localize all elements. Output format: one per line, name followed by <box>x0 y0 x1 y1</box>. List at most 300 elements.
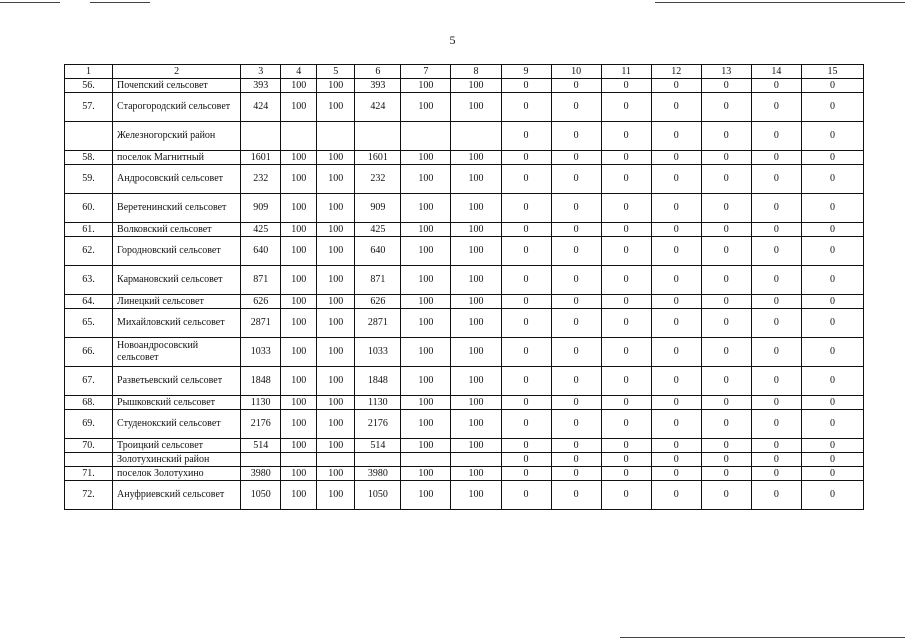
name-cell: Троицкий сельсовет <box>113 439 241 453</box>
value-cell: 100 <box>317 467 355 481</box>
value-cell: 0 <box>701 237 751 266</box>
column-header: 4 <box>281 65 317 79</box>
value-cell: 100 <box>281 410 317 439</box>
value-cell: 0 <box>601 194 651 223</box>
value-cell: 100 <box>317 295 355 309</box>
value-cell: 0 <box>801 151 863 165</box>
name-cell: Рышковский сельсовет <box>113 396 241 410</box>
row-number-cell: 58. <box>65 151 113 165</box>
value-cell: 0 <box>551 338 601 367</box>
value-cell: 0 <box>801 410 863 439</box>
value-cell: 0 <box>601 481 651 510</box>
value-cell: 0 <box>801 122 863 151</box>
name-cell: Кармановский сельсовет <box>113 266 241 295</box>
value-cell: 909 <box>241 194 281 223</box>
value-cell: 0 <box>801 453 863 467</box>
value-cell: 0 <box>551 367 601 396</box>
table-row <box>65 338 864 367</box>
value-cell: 100 <box>317 396 355 410</box>
value-cell: 0 <box>501 467 551 481</box>
value-cell: 100 <box>317 309 355 338</box>
value-cell: 100 <box>281 367 317 396</box>
value-cell: 0 <box>701 367 751 396</box>
column-header: 10 <box>551 65 601 79</box>
value-cell: 100 <box>281 79 317 93</box>
value-cell: 100 <box>281 237 317 266</box>
value-cell: 0 <box>701 165 751 194</box>
value-cell: 0 <box>601 165 651 194</box>
value-cell: 0 <box>801 165 863 194</box>
row-number-cell: 61. <box>65 223 113 237</box>
value-cell: 0 <box>601 266 651 295</box>
name-cell: Золотухинский район <box>113 453 241 467</box>
value-cell: 0 <box>601 237 651 266</box>
value-cell: 0 <box>751 295 801 309</box>
value-cell <box>401 122 451 151</box>
name-cell: поселок Магнитный <box>113 151 241 165</box>
value-cell: 0 <box>501 295 551 309</box>
value-cell: 0 <box>651 151 701 165</box>
value-cell: 626 <box>241 295 281 309</box>
value-cell: 1050 <box>241 481 281 510</box>
value-cell: 425 <box>241 223 281 237</box>
value-cell: 0 <box>551 165 601 194</box>
scan-artifact-top-right <box>655 2 905 3</box>
value-cell: 626 <box>355 295 401 309</box>
value-cell: 0 <box>651 481 701 510</box>
value-cell: 100 <box>317 223 355 237</box>
value-cell: 0 <box>551 223 601 237</box>
value-cell: 0 <box>751 266 801 295</box>
table-row <box>65 93 864 122</box>
column-header: 15 <box>801 65 863 79</box>
value-cell: 100 <box>281 165 317 194</box>
name-cell: Новоандросовский сельсовет <box>113 338 241 367</box>
value-cell: 100 <box>281 396 317 410</box>
table-header-row <box>65 65 864 79</box>
value-cell: 1601 <box>355 151 401 165</box>
value-cell: 0 <box>601 338 651 367</box>
value-cell: 0 <box>551 151 601 165</box>
value-cell: 100 <box>281 439 317 453</box>
value-cell: 0 <box>501 453 551 467</box>
value-cell: 100 <box>281 481 317 510</box>
column-header: 5 <box>317 65 355 79</box>
value-cell: 100 <box>401 309 451 338</box>
value-cell: 0 <box>701 223 751 237</box>
value-cell <box>241 122 281 151</box>
value-cell: 871 <box>355 266 401 295</box>
value-cell: 0 <box>801 439 863 453</box>
value-cell: 0 <box>801 93 863 122</box>
value-cell: 0 <box>801 237 863 266</box>
value-cell: 0 <box>501 237 551 266</box>
value-cell: 640 <box>355 237 401 266</box>
column-header: 1 <box>65 65 113 79</box>
value-cell: 0 <box>651 79 701 93</box>
value-cell: 100 <box>281 223 317 237</box>
value-cell: 0 <box>751 122 801 151</box>
value-cell: 100 <box>401 79 451 93</box>
column-header: 8 <box>451 65 501 79</box>
value-cell: 0 <box>651 122 701 151</box>
value-cell: 100 <box>317 79 355 93</box>
value-cell: 232 <box>355 165 401 194</box>
value-cell: 1033 <box>355 338 401 367</box>
scan-artifact-top-left <box>0 2 60 3</box>
name-cell: Линецкий сельсовет <box>113 295 241 309</box>
table-row <box>65 223 864 237</box>
value-cell: 0 <box>701 79 751 93</box>
value-cell: 0 <box>601 467 651 481</box>
value-cell: 0 <box>701 295 751 309</box>
value-cell: 640 <box>241 237 281 266</box>
value-cell: 0 <box>501 194 551 223</box>
value-cell: 0 <box>551 122 601 151</box>
value-cell: 393 <box>241 79 281 93</box>
value-cell: 1050 <box>355 481 401 510</box>
table-row <box>65 122 864 151</box>
value-cell: 100 <box>401 237 451 266</box>
value-cell: 1033 <box>241 338 281 367</box>
value-cell: 0 <box>801 223 863 237</box>
value-cell: 0 <box>551 266 601 295</box>
name-cell: Михайловский сельсовет <box>113 309 241 338</box>
name-cell: Волковский сельсовет <box>113 223 241 237</box>
value-cell: 100 <box>317 151 355 165</box>
value-cell: 100 <box>451 481 501 510</box>
value-cell: 0 <box>551 467 601 481</box>
value-cell: 0 <box>601 151 651 165</box>
value-cell: 100 <box>451 93 501 122</box>
value-cell: 100 <box>451 338 501 367</box>
value-cell: 0 <box>701 122 751 151</box>
value-cell: 0 <box>701 338 751 367</box>
value-cell: 100 <box>317 439 355 453</box>
name-cell: Веретенинский сельсовет <box>113 194 241 223</box>
value-cell: 100 <box>317 266 355 295</box>
name-cell: Разветьевский сельсовет <box>113 367 241 396</box>
value-cell: 0 <box>651 194 701 223</box>
value-cell: 0 <box>751 309 801 338</box>
value-cell: 100 <box>317 410 355 439</box>
value-cell: 100 <box>317 165 355 194</box>
value-cell: 0 <box>501 410 551 439</box>
value-cell: 0 <box>501 151 551 165</box>
column-header: 2 <box>113 65 241 79</box>
value-cell: 424 <box>241 93 281 122</box>
value-cell: 0 <box>751 453 801 467</box>
table-row <box>65 309 864 338</box>
table-row <box>65 194 864 223</box>
value-cell: 100 <box>281 194 317 223</box>
value-cell: 0 <box>501 165 551 194</box>
name-cell: Андросовский сельсовет <box>113 165 241 194</box>
row-number-cell: 72. <box>65 481 113 510</box>
name-cell: Железногорский район <box>113 122 241 151</box>
table-row <box>65 453 864 467</box>
value-cell: 100 <box>451 79 501 93</box>
value-cell: 100 <box>451 223 501 237</box>
value-cell: 100 <box>451 410 501 439</box>
value-cell: 232 <box>241 165 281 194</box>
value-cell: 100 <box>401 295 451 309</box>
value-cell: 0 <box>601 453 651 467</box>
value-cell: 100 <box>451 309 501 338</box>
value-cell: 100 <box>401 93 451 122</box>
value-cell: 0 <box>701 410 751 439</box>
value-cell: 1848 <box>241 367 281 396</box>
table-body <box>65 65 864 510</box>
value-cell: 0 <box>651 396 701 410</box>
value-cell: 0 <box>551 309 601 338</box>
value-cell: 100 <box>317 481 355 510</box>
value-cell: 100 <box>281 266 317 295</box>
value-cell: 0 <box>551 295 601 309</box>
column-header: 9 <box>501 65 551 79</box>
value-cell: 0 <box>701 481 751 510</box>
table-row <box>65 481 864 510</box>
value-cell: 0 <box>501 122 551 151</box>
row-number-cell: 71. <box>65 467 113 481</box>
value-cell: 0 <box>801 367 863 396</box>
value-cell: 0 <box>701 194 751 223</box>
value-cell: 100 <box>401 481 451 510</box>
table-row <box>65 367 864 396</box>
row-number-cell: 66. <box>65 338 113 367</box>
row-number-cell: 65. <box>65 309 113 338</box>
value-cell: 0 <box>701 453 751 467</box>
value-cell: 0 <box>501 367 551 396</box>
value-cell: 0 <box>551 481 601 510</box>
value-cell: 0 <box>501 481 551 510</box>
value-cell: 100 <box>281 93 317 122</box>
value-cell: 0 <box>651 367 701 396</box>
row-number-cell: 56. <box>65 79 113 93</box>
value-cell: 100 <box>401 467 451 481</box>
value-cell: 100 <box>317 338 355 367</box>
value-cell: 0 <box>701 439 751 453</box>
value-cell: 0 <box>601 410 651 439</box>
value-cell: 0 <box>751 481 801 510</box>
value-cell: 100 <box>401 194 451 223</box>
value-cell: 0 <box>551 439 601 453</box>
value-cell: 0 <box>501 93 551 122</box>
column-header: 11 <box>601 65 651 79</box>
value-cell <box>451 453 501 467</box>
value-cell: 3980 <box>241 467 281 481</box>
value-cell: 424 <box>355 93 401 122</box>
value-cell: 514 <box>241 439 281 453</box>
value-cell: 0 <box>701 467 751 481</box>
value-cell: 0 <box>501 266 551 295</box>
table-row <box>65 439 864 453</box>
value-cell: 100 <box>401 410 451 439</box>
value-cell: 0 <box>501 439 551 453</box>
value-cell: 0 <box>751 151 801 165</box>
value-cell: 0 <box>651 93 701 122</box>
value-cell: 0 <box>651 467 701 481</box>
value-cell: 0 <box>801 338 863 367</box>
data-table <box>64 64 864 510</box>
value-cell: 0 <box>701 396 751 410</box>
value-cell: 0 <box>651 266 701 295</box>
name-cell: Старогородский сельсовет <box>113 93 241 122</box>
row-number-cell: 69. <box>65 410 113 439</box>
value-cell: 0 <box>751 367 801 396</box>
value-cell: 2176 <box>355 410 401 439</box>
column-header: 13 <box>701 65 751 79</box>
table-row <box>65 467 864 481</box>
value-cell: 0 <box>601 93 651 122</box>
value-cell: 1601 <box>241 151 281 165</box>
value-cell: 100 <box>451 467 501 481</box>
name-cell: Студенокский сельсовет <box>113 410 241 439</box>
value-cell: 100 <box>451 396 501 410</box>
row-number-cell: 59. <box>65 165 113 194</box>
value-cell: 0 <box>751 396 801 410</box>
value-cell <box>355 122 401 151</box>
value-cell: 100 <box>317 93 355 122</box>
value-cell: 0 <box>801 481 863 510</box>
value-cell: 100 <box>451 439 501 453</box>
row-number-cell <box>65 453 113 467</box>
name-cell: Городновский сельсовет <box>113 237 241 266</box>
value-cell: 100 <box>401 396 451 410</box>
value-cell: 0 <box>651 237 701 266</box>
value-cell: 0 <box>601 79 651 93</box>
column-header: 6 <box>355 65 401 79</box>
value-cell: 100 <box>281 151 317 165</box>
value-cell: 2871 <box>241 309 281 338</box>
value-cell: 100 <box>451 151 501 165</box>
value-cell: 0 <box>751 165 801 194</box>
name-cell: поселок Золотухино <box>113 467 241 481</box>
value-cell: 0 <box>601 396 651 410</box>
value-cell: 100 <box>281 467 317 481</box>
table-row <box>65 165 864 194</box>
value-cell: 1130 <box>355 396 401 410</box>
value-cell <box>451 122 501 151</box>
value-cell: 0 <box>651 410 701 439</box>
value-cell: 100 <box>317 237 355 266</box>
value-cell: 514 <box>355 439 401 453</box>
value-cell: 0 <box>651 453 701 467</box>
table-row <box>65 266 864 295</box>
name-cell: Почепский сельсовет <box>113 79 241 93</box>
value-cell: 100 <box>401 367 451 396</box>
value-cell: 0 <box>551 237 601 266</box>
value-cell: 0 <box>751 93 801 122</box>
table-row <box>65 151 864 165</box>
row-number-cell: 63. <box>65 266 113 295</box>
value-cell: 1130 <box>241 396 281 410</box>
table-row <box>65 410 864 439</box>
table-row <box>65 79 864 93</box>
value-cell: 100 <box>401 151 451 165</box>
value-cell: 100 <box>281 309 317 338</box>
table-row <box>65 237 864 266</box>
value-cell <box>241 453 281 467</box>
column-header: 7 <box>401 65 451 79</box>
value-cell: 2871 <box>355 309 401 338</box>
value-cell: 100 <box>451 194 501 223</box>
value-cell: 0 <box>551 194 601 223</box>
value-cell: 0 <box>601 295 651 309</box>
table-row <box>65 295 864 309</box>
value-cell: 0 <box>751 467 801 481</box>
value-cell: 2176 <box>241 410 281 439</box>
value-cell: 0 <box>501 309 551 338</box>
value-cell: 100 <box>401 223 451 237</box>
value-cell: 0 <box>801 266 863 295</box>
value-cell: 0 <box>701 151 751 165</box>
value-cell: 0 <box>701 93 751 122</box>
value-cell: 871 <box>241 266 281 295</box>
value-cell: 0 <box>601 367 651 396</box>
scan-artifact-bottom-right <box>620 637 905 638</box>
value-cell: 100 <box>451 367 501 396</box>
value-cell: 100 <box>451 165 501 194</box>
value-cell: 0 <box>601 223 651 237</box>
value-cell: 0 <box>651 439 701 453</box>
column-header: 14 <box>751 65 801 79</box>
page-number: 5 <box>449 33 456 47</box>
value-cell: 393 <box>355 79 401 93</box>
value-cell: 0 <box>651 223 701 237</box>
value-cell: 909 <box>355 194 401 223</box>
value-cell: 100 <box>401 165 451 194</box>
value-cell: 0 <box>551 79 601 93</box>
row-number-cell: 64. <box>65 295 113 309</box>
value-cell: 0 <box>701 309 751 338</box>
name-cell: Ануфриевский сельсовет <box>113 481 241 510</box>
value-cell <box>317 453 355 467</box>
value-cell: 0 <box>551 453 601 467</box>
value-cell: 0 <box>501 338 551 367</box>
value-cell <box>317 122 355 151</box>
value-cell: 100 <box>401 338 451 367</box>
value-cell: 0 <box>601 122 651 151</box>
value-cell: 0 <box>551 396 601 410</box>
value-cell: 0 <box>801 79 863 93</box>
value-cell: 100 <box>401 439 451 453</box>
column-header: 12 <box>651 65 701 79</box>
value-cell: 3980 <box>355 467 401 481</box>
row-number-cell: 60. <box>65 194 113 223</box>
value-cell: 100 <box>451 237 501 266</box>
value-cell: 100 <box>281 338 317 367</box>
value-cell: 0 <box>751 194 801 223</box>
row-number-cell: 57. <box>65 93 113 122</box>
value-cell: 0 <box>701 266 751 295</box>
value-cell: 0 <box>651 338 701 367</box>
value-cell: 0 <box>751 79 801 93</box>
value-cell: 0 <box>801 295 863 309</box>
value-cell <box>355 453 401 467</box>
value-cell: 0 <box>751 338 801 367</box>
value-cell: 0 <box>601 309 651 338</box>
value-cell: 0 <box>501 223 551 237</box>
row-number-cell: 62. <box>65 237 113 266</box>
row-number-cell <box>65 122 113 151</box>
value-cell: 0 <box>751 410 801 439</box>
value-cell: 0 <box>551 410 601 439</box>
column-header: 3 <box>241 65 281 79</box>
value-cell: 0 <box>551 93 601 122</box>
value-cell <box>281 122 317 151</box>
value-cell: 0 <box>751 223 801 237</box>
